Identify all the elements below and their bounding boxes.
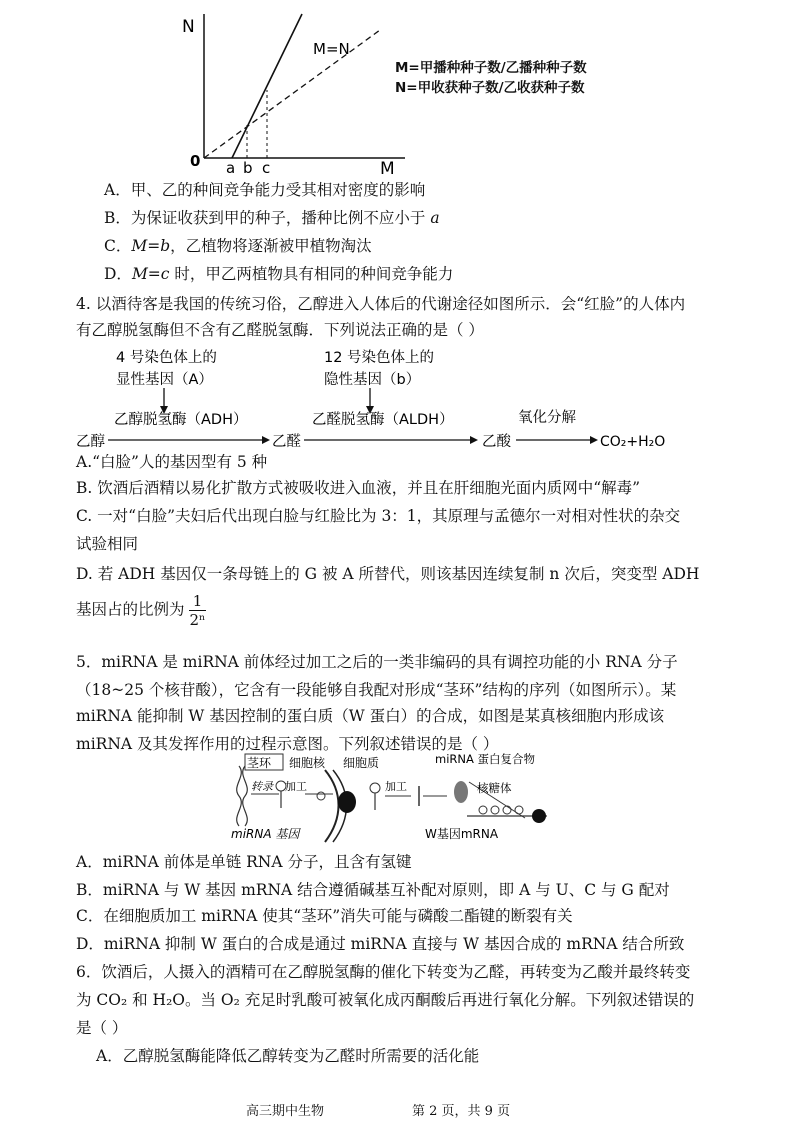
complex-label: miRNA 蛋白复合物	[435, 752, 536, 766]
solid-line	[232, 14, 302, 158]
y-axis-label: N	[182, 17, 195, 37]
q3-option-c	[104, 236, 372, 256]
enzyme-adh: 乙醇脱氢酶（ADH）	[114, 412, 248, 428]
m-equals-n-line	[204, 30, 380, 158]
q3-option-d	[104, 264, 453, 284]
fraction-numerator: 1	[189, 592, 205, 611]
q3-option-d-var: M=c	[131, 265, 170, 283]
transcription-label: 转录	[251, 780, 273, 793]
q4-option-b: B. 饮酒后酒精以易化扩散方式被吸收进入血液，并且在肝细胞光面内质网中“解毒”	[76, 479, 641, 497]
ribosome-2	[491, 806, 499, 814]
q3-option-d-text: 时，甲乙两植物具有相同的种间竞争能力	[169, 265, 454, 283]
q5-stem-line3: miRNA 能抑制 W 基因控制的蛋白质（W 蛋白）的合成，如图是某真核细胞内形成该	[76, 707, 665, 725]
q6-stem-line2: 为 CO₂ 和 H₂O。当 O₂ 充足时乳酸可被氧化成丙酮酸后再进行氧化分解。下列叙述错误的	[76, 991, 695, 1009]
q5-stem-line2: （18~25 个核苷酸），它含有一段能够自我配对形成“茎环”结构的序列（如图所示）。某	[76, 681, 677, 699]
nuclear-envelope	[325, 770, 339, 842]
q5-stem-line1: 5．miRNA 是 miRNA 前体经过加工之后的一类非编码的具有调控功能的小 RNA 分子	[76, 653, 678, 671]
tick-b-label: b	[243, 159, 253, 177]
q4-option-a: A.“白脸”人的基因型有 5 种	[76, 453, 268, 471]
ribosome-label: 核糖体	[477, 781, 512, 795]
legend-m: M=甲播种种子数/乙播种种子数	[395, 60, 587, 76]
fraction-denominator: 2ⁿ	[189, 611, 206, 629]
q3-option-c-text: ，乙植物将逐渐被甲植物淘汰	[170, 237, 372, 255]
legend-n: N=甲收获种子数/乙收获种子数	[395, 80, 585, 96]
q4-option-d-line1: D. 若 ADH 基因仅一条母链上的 G 被 A 所替代，则该基因连续复制 n 次后，突变型 ADH	[76, 565, 700, 583]
precursor-loop-2	[317, 792, 325, 800]
mirna-protein-complex	[454, 781, 468, 803]
footer-subject: 高三期中生物	[246, 1104, 325, 1119]
mirna-gene-label: miRNA 基因	[231, 827, 300, 841]
ethanol-label: 乙醇	[76, 434, 105, 450]
q5-option-c: C．在细胞质加工 miRNA 使其“茎环”消失可能与磷酸二酯键的断裂有关	[76, 907, 573, 925]
origin-label: 0	[190, 152, 201, 170]
competition-graph	[180, 10, 430, 180]
q3-option-b-var: a	[430, 209, 440, 227]
oxidation-label: 氧化分解	[518, 410, 576, 426]
ribosome-3	[503, 806, 511, 814]
q4-stem-line2: 有乙醇脱氢酶但不含有乙醛脱氢酶．下列说法正确的是（ ）	[76, 321, 484, 339]
q3-option-a: A．甲、乙的种间竞争能力受其相对密度的影响	[104, 181, 426, 199]
q4-option-c-line1: C. 一对“白脸”夫妇后代出现白脸与红脸比为 3：1，其原理与孟德尔一对相对性状的杂交	[76, 507, 681, 525]
fraction	[189, 592, 205, 629]
q3-option-b	[104, 208, 440, 228]
acetic-acid-label: 乙酸	[482, 434, 511, 450]
gene-a-line2: 显性基因（A）	[116, 372, 213, 388]
q3-option-c-var: M=b	[131, 237, 171, 255]
q6-stem-line3: 是（ ）	[76, 1019, 128, 1037]
nucleus-label: 细胞核	[289, 756, 326, 770]
ribosome-4	[515, 806, 523, 814]
q5-stem-line4: miRNA 及其发挥作用的过程示意图。下列叙述错误的是（ ）	[76, 735, 499, 753]
q6-stem-line1: 6．饮酒后，人摄入的酒精可在乙醇脱氢酶的催化下转变为乙醛，再转变为乙酸并最终转变	[76, 963, 691, 981]
alcohol-metabolism-diagram	[74, 344, 704, 454]
arrowhead-1	[262, 436, 270, 444]
nuclear-pore	[338, 791, 356, 813]
enzyme-aldh: 乙醛脱氢酶（ALDH）	[312, 412, 454, 428]
w-mrna-label: W基因mRNA	[425, 827, 499, 841]
arrowhead-3	[590, 436, 598, 444]
gene-b-line1: 12 号染色体上的	[324, 350, 435, 366]
acetaldehyde-label: 乙醛	[272, 434, 301, 450]
q3-option-b-text: B．为保证收获到甲的种子，播种比例不应小于	[104, 209, 431, 227]
ribosome-1	[479, 806, 487, 814]
gene-b-line2: 隐性基因（b）	[324, 372, 421, 388]
x-axis-label: M	[380, 159, 395, 179]
q4-option-d-text: 基因占的比例为	[76, 600, 185, 619]
q4-stem-line1: 4. 以酒待客是我国的传统习俗，乙醇进入人体后的代谢途径如图所示．会“红脸”的人体内	[76, 295, 686, 313]
stem-loop-label: 茎环	[247, 756, 272, 770]
q3-option-d-prefix: D．	[104, 265, 132, 283]
footer-page-number: 第 2 页，共 9 页	[412, 1104, 511, 1119]
q5-option-d: D．miRNA 抑制 W 蛋白的合成是通过 miRNA 直接与 W 基因合成的 mRNA 结合所致	[76, 935, 685, 953]
q3-option-c-prefix: C．	[104, 237, 132, 255]
q4-option-d-line2	[76, 592, 206, 629]
q6-option-a: A．乙醇脱氢酶能降低乙醇转变为乙醛时所需要的活化能	[96, 1047, 480, 1065]
arrowhead-2	[470, 436, 478, 444]
processing-label-2: 加工	[385, 780, 407, 793]
products-label: CO₂+H₂O	[600, 434, 666, 450]
q5-option-a: A．miRNA 前体是单链 RNA 分子，且含有氢键	[76, 853, 412, 871]
blocked-complex	[532, 809, 546, 823]
precursor-loop-3	[370, 783, 380, 793]
cytoplasm-label: 细胞质	[343, 756, 380, 770]
processing-label-1: 加工	[285, 780, 307, 793]
q5-option-b: B．miRNA 与 W 基因 mRNA 结合遵循碱基互补配对原则，即 A 与 U、C 与 G 配对	[76, 881, 670, 899]
gene-a-line1: 4 号染色体上的	[116, 350, 217, 366]
q4-option-c-line2: 试验相同	[76, 535, 139, 553]
tick-a-label: a	[226, 159, 236, 177]
line-label: M=N	[313, 40, 350, 58]
mirna-process-diagram	[225, 752, 580, 844]
mirna-gene-helix-2	[243, 766, 248, 826]
tick-c-label: c	[262, 159, 271, 177]
mirna-gene-helix	[237, 766, 242, 826]
